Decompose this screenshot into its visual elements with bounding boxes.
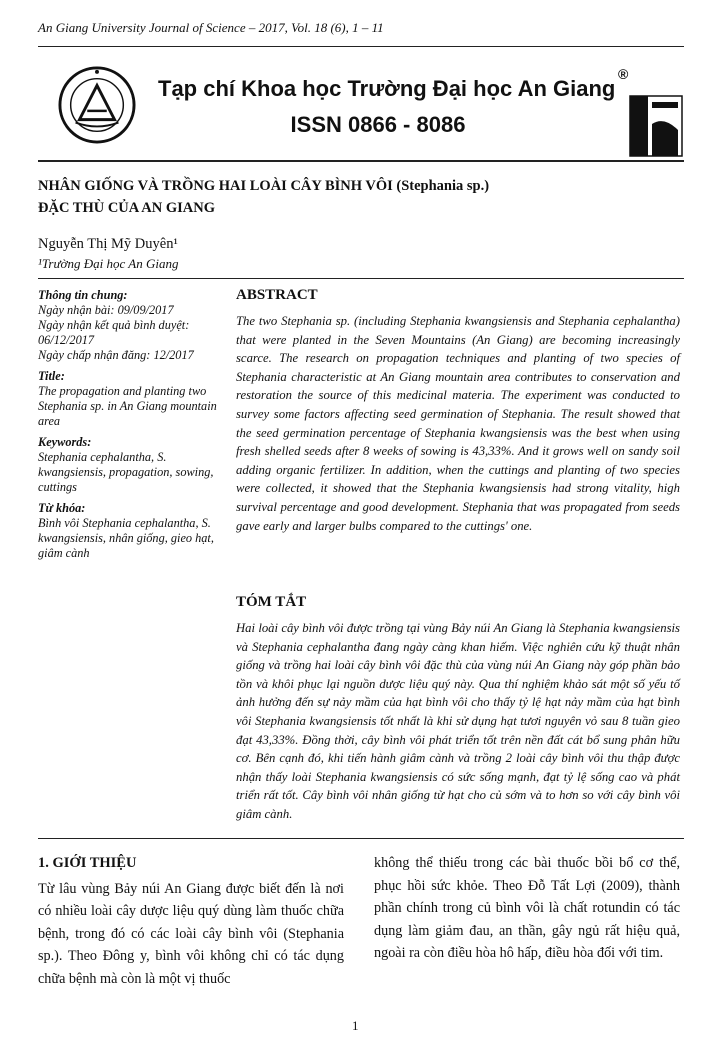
reviewed-label: Ngày nhận kết quả bình duyệt: [38, 318, 190, 332]
header-rule-top [38, 46, 684, 47]
article-title-line-2: ĐẶC THÙ CỦA AN GIANG [38, 200, 215, 216]
divider-above-abstract [38, 278, 684, 279]
intro-right-column [374, 852, 680, 965]
intro-left-column [38, 852, 344, 990]
page-number: 1 [352, 1018, 359, 1033]
abstract-text: The two Stephania sp. (including Stephania kwangsiensis and Stephania cephalantha) that were planted in the Seven Mountains (An Giang) are becoming increasingly scarce. The research on propagation techniques and planting of two species of Stephania characteristic at An Giang mountain area contributes to conservation and restoration the source of this medicinal materia. The experiment was conducted to survey some factors affecting seed germination of Stephania. The result showed that the seed germination percentage of Stephania kwangsiensis was the best when using fresh shelled seeds after 8 weeks of sowing is 43,33%. And it grows well on sandy soil adding organic fertilizer. In addition, when the cuttings and planting of two species were collected, it showed that the Stephania kwangsiensis had strong vitality, high survival percentage and good development. Stephania that was propagated from seeds gave early and larger bulbs compared to the cuttings' one. [236, 314, 680, 533]
tomtat-section [236, 594, 680, 824]
intro-left-text: Từ lâu vùng Bảy núi An Giang được biết đến là nơi có nhiều loài cây dược liệu quý dùng làm thuốc chữa bệnh, trong đó có các loài cây bình vôi (Stephania sp.). Theo Đông y, bình vôi không chỉ có tác dụng chữa bệnh mà còn là một vị thuốc [38, 880, 344, 987]
english-title: The propagation and planting two Stephania sp. in An Giang mountain area [38, 384, 217, 428]
author-affiliation: ¹Trường Đại học An Giang [38, 256, 179, 271]
article-title [38, 175, 678, 219]
journal-banner [38, 48, 684, 160]
an-giang-university-seal-icon [58, 66, 136, 144]
keywords: Stephania cephalantha, S. kwangsiensis, propagation, sowing, cuttings [38, 450, 214, 494]
received-date: Ngày nhận bài: 09/09/2017 [38, 303, 174, 317]
keywords-label: Keywords: [38, 435, 92, 449]
accepted-date: Ngày chấp nhận đăng: 12/2017 [38, 348, 194, 362]
reviewed-date: 06/12/2017 [38, 333, 95, 347]
intro-right-text: không thể thiếu trong các bài thuốc bồi bổ cơ thể, phục hồi sức khỏe. Theo Đỗ Tất Lợi (2009), thành phần chính trong củ bình vôi là chất rotundin có tác dụng làm giảm đau, an thần, gây ngủ rất hiệu quả, ngoài ra còn điều hòa hô hấp, điều hòa đối với tim. [374, 855, 680, 961]
tukhoa-label: Từ khóa: [38, 501, 86, 515]
registered-mark: ® [618, 66, 629, 82]
tomtat-heading: TÓM TẮT [236, 594, 307, 610]
abstract-section [236, 287, 680, 535]
running-header: An Giang University Journal of Science – 2017, Vol. 18 (6), 1 – 11 [38, 20, 384, 35]
tomtat-text: Hai loài cây bình vôi được trồng tại vùng Bảy núi An Giang là Stephania kwangsiensis và Stephania cephalantha đang ngày càng khan hiếm. Việc nghiên cứu kỹ thuật nhân giống và trồng hai loài cây bình vôi đặc thù của vùng núi An Giang này góp phần bảo tồn và khôi phục lại nguồn dược liệu quý này. Qua thí nghiệm khảo sát một số yếu tố ảnh hưởng đến sự nảy mầm của hạt bình vôi cho thấy tỷ lệ hạt nảy mầm của hạt bình vôi Stephania kwangsiensis tốt nhất là khi sử dụng hạt tươi nguyên vỏ sau 8 tuần gieo đạt 43,33%. Đồng thời, cây bình vôi phát triển tốt trên nền đất cát bổ sung phân hữu cơ. Bên cạnh đó, khi tiến hành giâm cành và trồng 2 loài cây bình vôi thu thập được nhận thấy loài Stephania kwangsiensis có sức sống mạnh, đạt tỷ lệ sống cao và phát triển rất tốt. Cây bình vôi nhân giống từ hạt cho củ sớm và to hơn so với cây bình vôi giâm cành. [236, 621, 680, 821]
author-name: Nguyễn Thị Mỹ Duyên¹ [38, 236, 178, 252]
title-label: Title: [38, 369, 65, 383]
header-rule-bottom [38, 160, 684, 162]
info-label: Thông tin chung: [38, 288, 128, 302]
tukhoa: Bình vôi Stephania cephalantha, S. kwangsiensis, nhân giống, gieo hạt, giâm cành [38, 516, 214, 560]
journal-issn: ISSN 0866 - 8086 [290, 112, 466, 137]
abstract-heading: ABSTRACT [236, 287, 318, 303]
article-title-line-1: NHÂN GIỐNG VÀ TRỒNG HAI LOÀI CÂY BÌNH VÔI (Stephania sp.) [38, 178, 490, 194]
article-info-sidebar [38, 288, 224, 567]
journal-name: Tạp chí Khoa học Trường Đại học An Giang [158, 76, 616, 101]
divider-above-intro [38, 838, 684, 839]
journal-badge-icon [628, 86, 684, 158]
intro-heading: 1. GIỚI THIỆU [38, 855, 137, 871]
